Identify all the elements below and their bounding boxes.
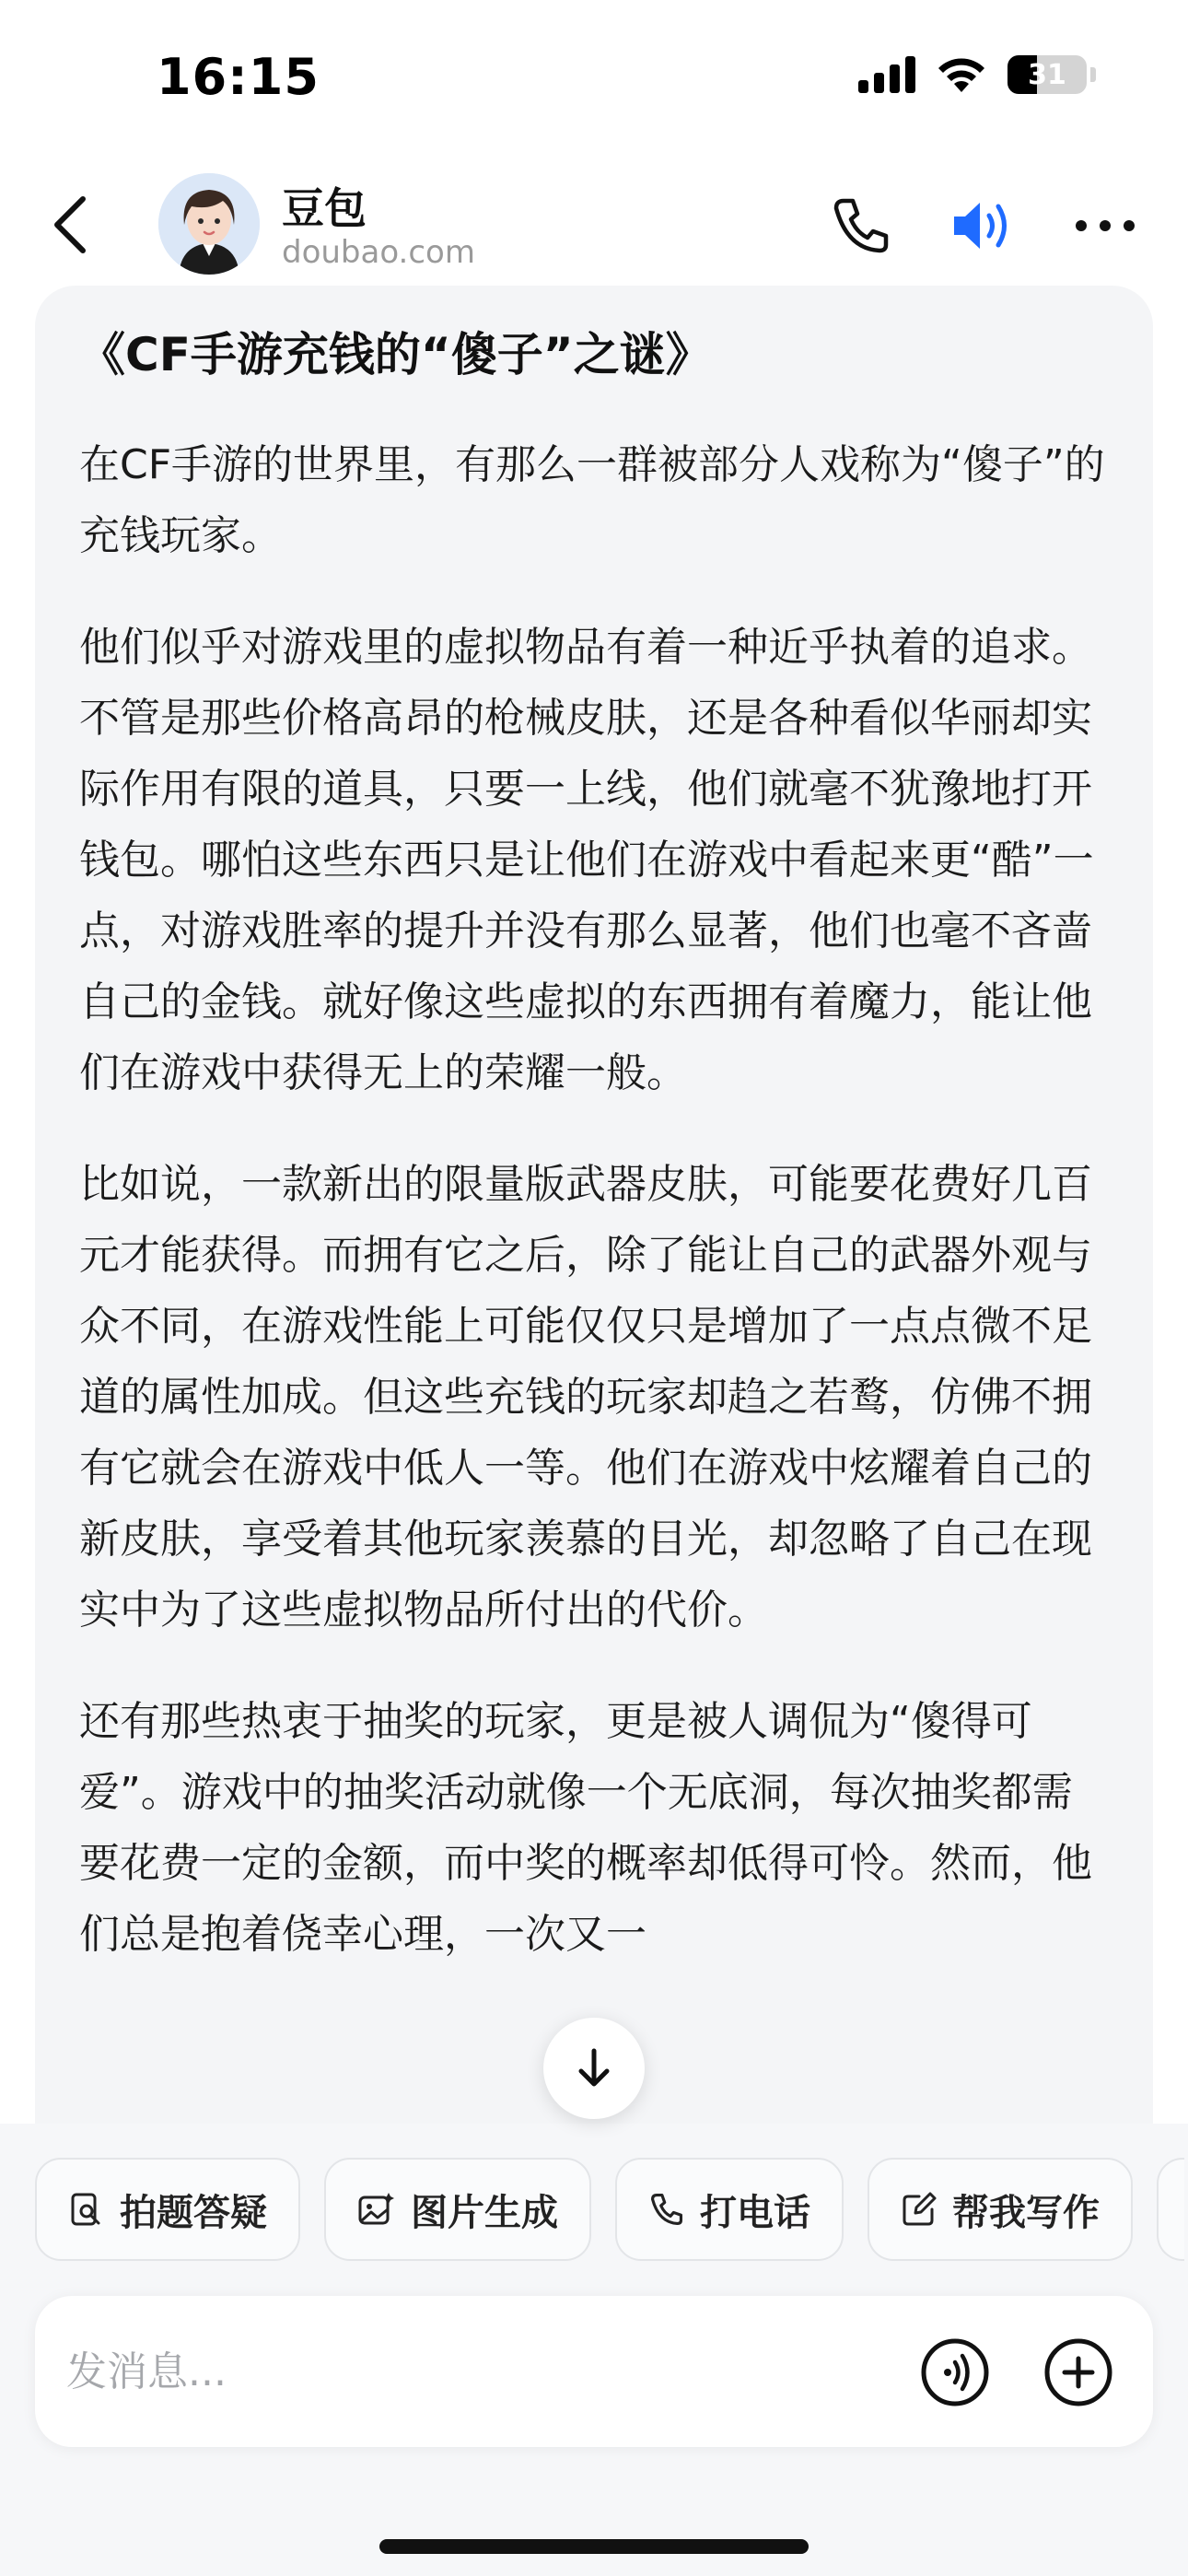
message-paragraph: 在CF手游的世界里，有那么一群被部分人戏称为“傻子”的充钱玩家。: [79, 441, 1105, 559]
status-bar: [0, 0, 1188, 157]
chip-overflow[interactable]: [1157, 2158, 1184, 2261]
bot-name: 豆包: [282, 183, 367, 233]
chevron-left-icon: [44, 192, 99, 258]
message-paragraph: 他们似乎对游戏里的虚拟物品有着一种近乎执着的追求。不管是那些价格高昂的枪械皮肤，还是各种看似华丽却实际作用有限的道具，只要一上线，他们就毫不犹豫地打开钱包。哪怕这些东西只是让他们在游戏中看起来更“酷”一点，对游戏胜率的提升并没有那么显著，他们也毫不吝啬自己的金钱。就好像这些虚拟的东西拥有着魔力，能让他们在游戏中获得无上的荣耀一般。: [79, 624, 1094, 1096]
chip-make-call[interactable]: [615, 2158, 844, 2261]
more-options-button[interactable]: [1070, 203, 1140, 249]
speaker-icon: [949, 193, 1019, 258]
chip-label: 帮我写作: [952, 2191, 1100, 2234]
chip-label: 打电话: [700, 2191, 810, 2234]
more-horizontal-icon: [1070, 203, 1140, 249]
chat-header: [0, 166, 1188, 286]
assistant-avatar-icon: [158, 173, 260, 275]
chip-image-generation[interactable]: [324, 2158, 591, 2261]
message-paragraph: 比如说，一款新出的限量版武器皮肤，可能要花费好几百元才能获得。而拥有它之后，除了能让自己的武器外观与众不同，在游戏性能上可能仅仅只是增加了一点点微不足道的属性加成。但这些充钱的玩家却趋之若鹜，仿佛不拥有它就会在游戏中低人一等。他们在游戏中炫耀着自己的新皮肤，享受着其他玩家羡慕的目光，却忽略了自己在现实中为了这些虚拟物品所付出的代价。: [79, 1161, 1092, 1633]
chip-label: 拍题答疑: [120, 2191, 267, 2234]
message-title: 《CF手游充钱的“傻子”之谜》: [79, 328, 712, 381]
edit-icon: [901, 2191, 938, 2228]
voice-playback-button[interactable]: [949, 193, 1019, 258]
home-indicator[interactable]: [379, 2539, 809, 2554]
plus-circle-icon: [1042, 2336, 1114, 2408]
phone-icon: [648, 2191, 685, 2228]
bot-domain: doubao.com: [282, 234, 475, 271]
chip-help-write[interactable]: [868, 2158, 1133, 2261]
chip-photo-question[interactable]: [35, 2158, 300, 2261]
quick-action-bar: [35, 2158, 1184, 2261]
cellular-signal-icon: [858, 56, 915, 93]
phone-icon: [829, 193, 893, 258]
status-icons: [858, 55, 1096, 94]
message-paragraph: 还有那些热衷于抽奖的玩家，更是被人调侃为“傻得可爱”。游戏中的抽奖活动就像一个无底洞，每次抽奖都需要花费一定的金额，而中奖的概率却低得可怜。然而，他们总是抱着侥幸心理，一次又一: [79, 1698, 1092, 1958]
voice-input-button[interactable]: [919, 2336, 991, 2408]
message-input[interactable]: [66, 2333, 895, 2410]
status-time: 16:15: [157, 48, 320, 106]
battery-level: 31: [1028, 58, 1066, 91]
search-doc-icon: [68, 2191, 105, 2228]
wifi-icon: [936, 55, 987, 94]
add-attachment-button[interactable]: [1042, 2336, 1114, 2408]
call-button[interactable]: [829, 193, 893, 258]
message-composer: [35, 2296, 1153, 2447]
voice-wave-icon: [919, 2336, 991, 2408]
battery-icon: [1007, 55, 1087, 94]
back-button[interactable]: [44, 192, 99, 258]
chip-label: 图片生成: [411, 2191, 558, 2234]
arrow-down-icon: [571, 2045, 617, 2091]
image-sparkle-icon: [357, 2191, 396, 2228]
scroll-to-bottom-button[interactable]: [543, 2018, 645, 2119]
avatar[interactable]: [158, 173, 260, 275]
assistant-message: [35, 286, 1153, 2128]
